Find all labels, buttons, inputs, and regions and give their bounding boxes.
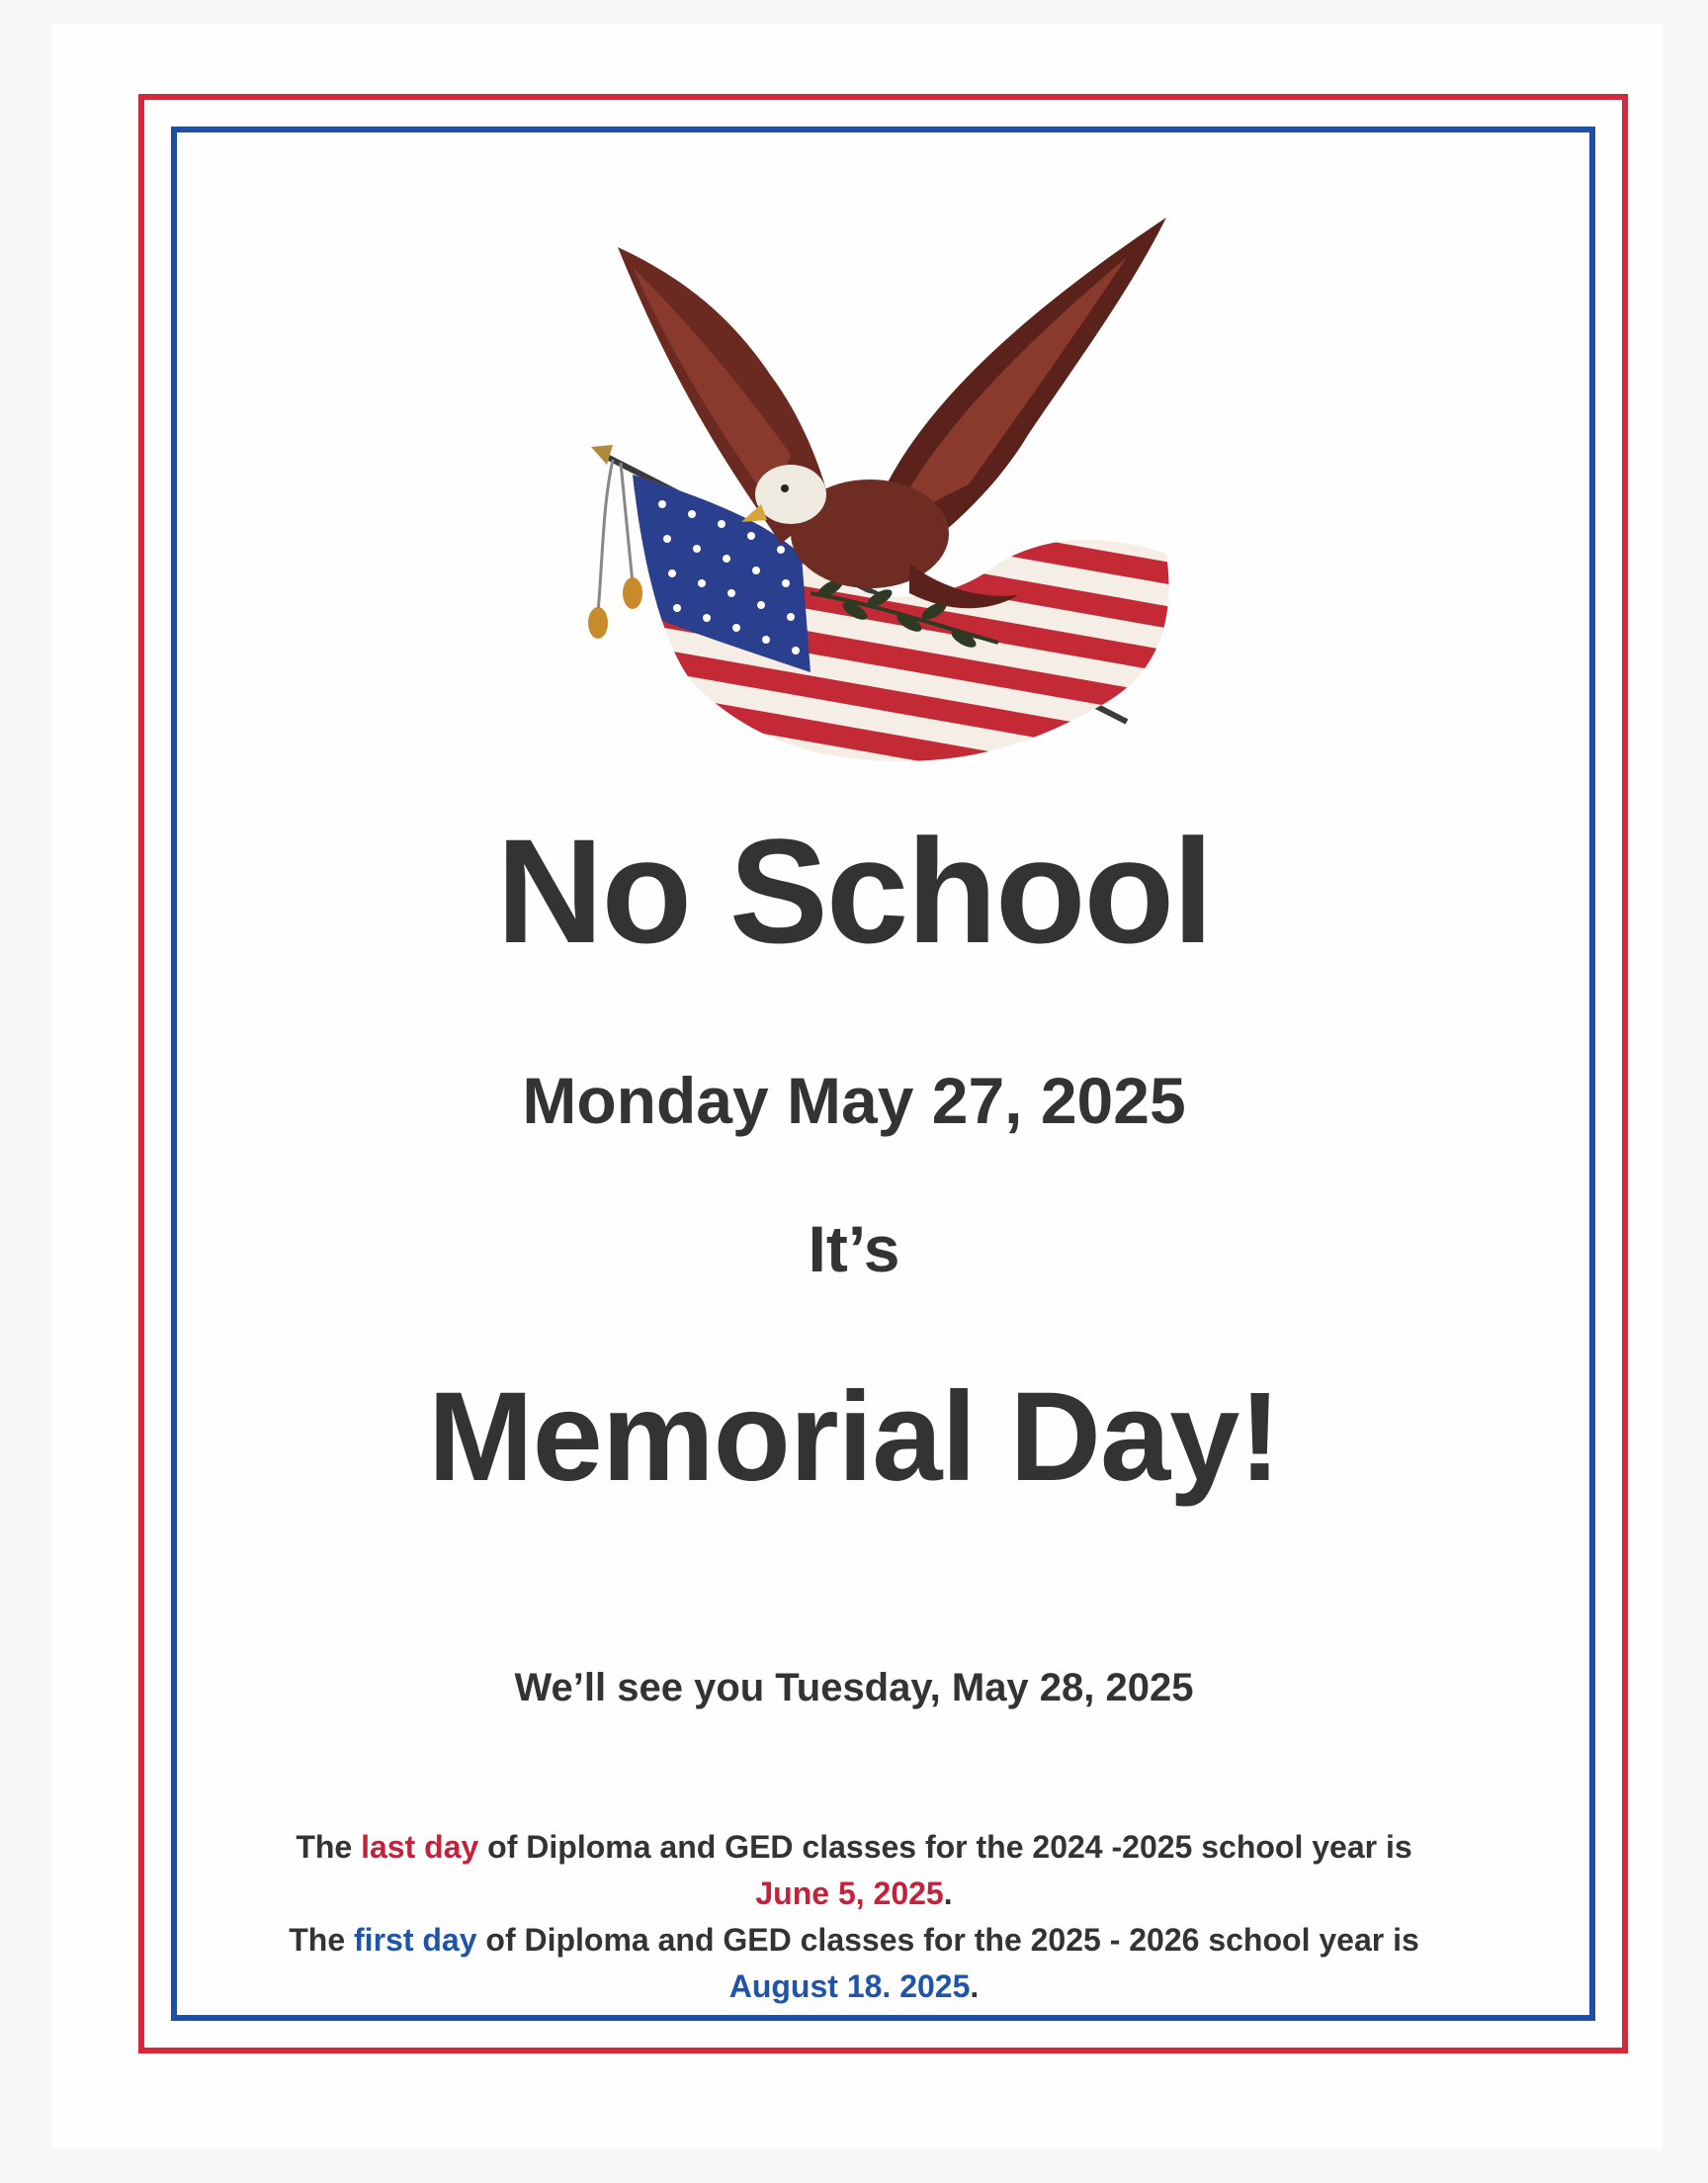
- last-day-highlight: last day: [361, 1829, 479, 1865]
- first-day-period: .: [970, 1968, 980, 2004]
- closure-date: Monday May 27, 2025: [522, 1064, 1186, 1137]
- last-day-suffix: of Diploma and GED classes for the 2024 -2025 school year is: [478, 1829, 1412, 1865]
- last-day-period: .: [943, 1876, 953, 1911]
- first-day-highlight: first day: [354, 1922, 477, 1958]
- first-day-prefix: The: [289, 1922, 355, 1958]
- headline: No School: [496, 808, 1212, 974]
- eagle-flag-icon: [573, 208, 1206, 801]
- holiday-name: Memorial Day!: [428, 1366, 1280, 1508]
- its-line: It’s: [808, 1212, 900, 1285]
- last-day-prefix: The: [296, 1829, 362, 1865]
- last-day-note: [0, 1829, 1708, 1866]
- first-day-note: [0, 1922, 1708, 1959]
- first-day-date-line: [0, 1968, 1708, 2005]
- last-day-date-line: [0, 1876, 1708, 1912]
- return-date-line: We’ll see you Tuesday, May 28, 2025: [514, 1666, 1194, 1709]
- last-day-date: June 5, 2025: [755, 1876, 944, 1911]
- first-day-date: August 18. 2025: [728, 1968, 971, 2004]
- first-day-suffix: of Diploma and GED classes for the 2025 - 2026 school year is: [476, 1922, 1419, 1958]
